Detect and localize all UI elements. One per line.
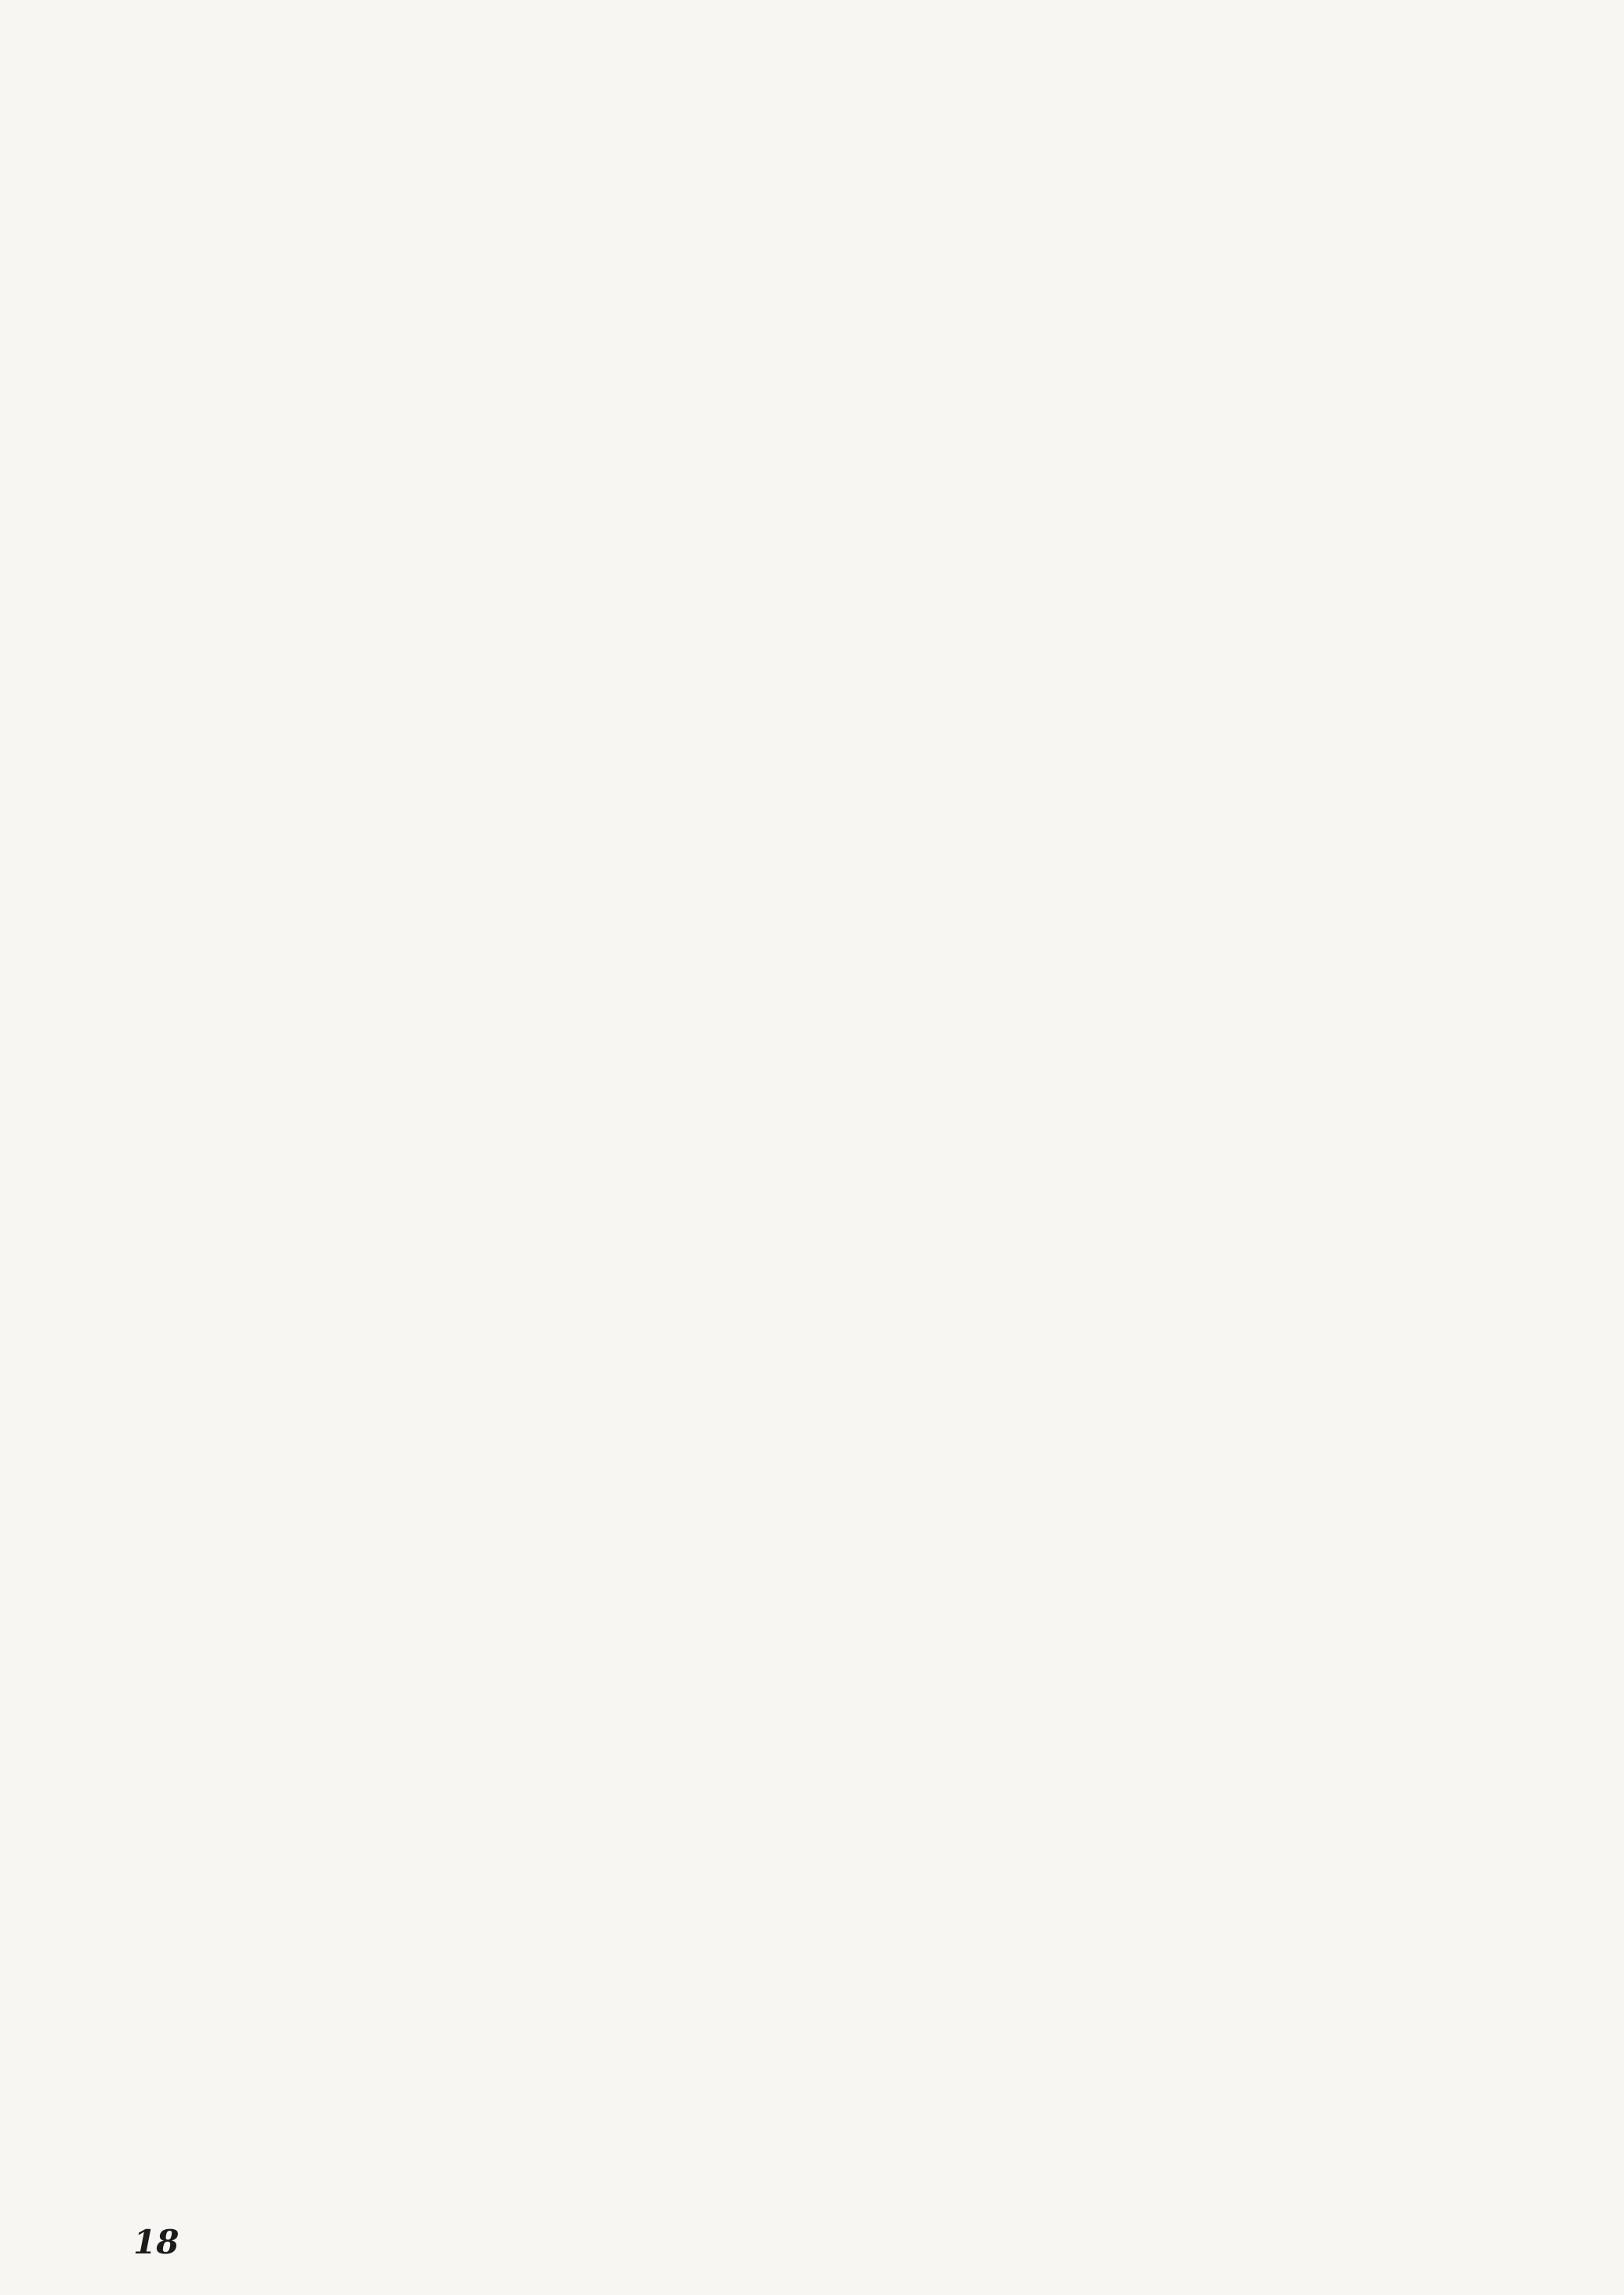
page-number: 18: [133, 2223, 179, 2261]
right-column: [820, 92, 1486, 103]
left-column: [119, 92, 785, 103]
